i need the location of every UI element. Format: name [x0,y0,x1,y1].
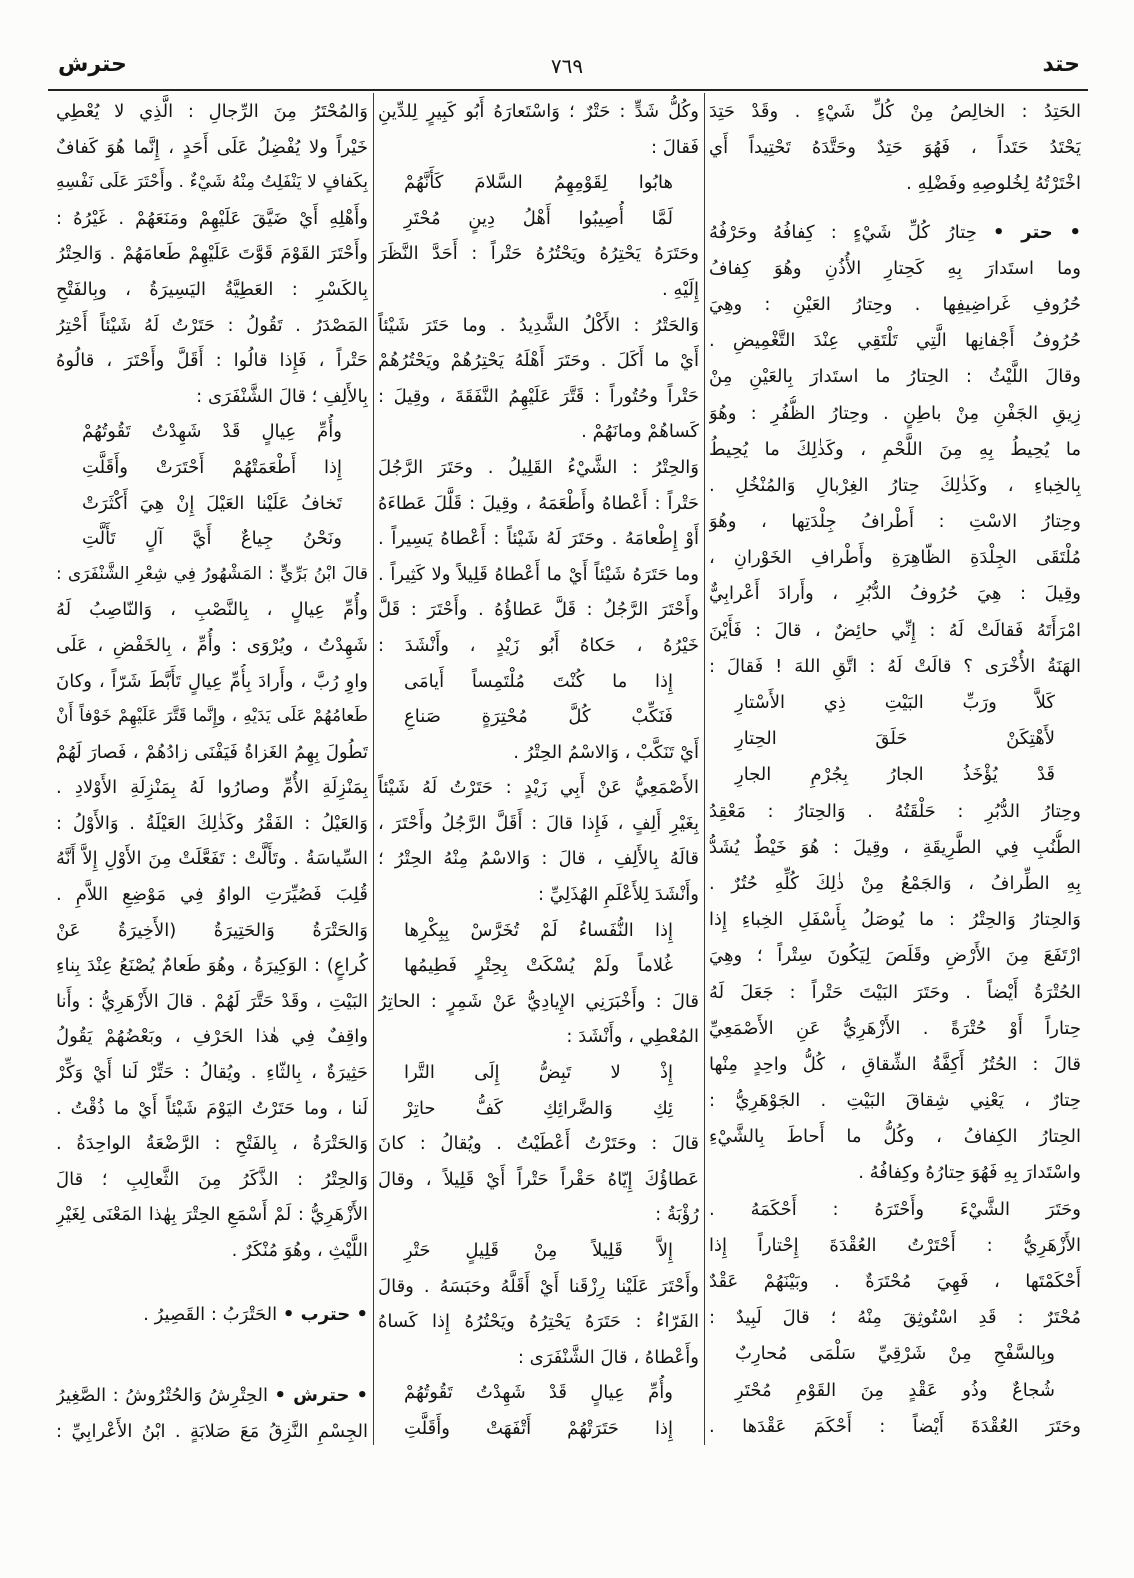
text-line [378,1340,699,1376]
line-text: وأَنْشَدَ لِلأَعْلَمِ الهُذَلِيِّ : [537,884,699,906]
line-text: وَالحِتْرُ : الذَّكَرُ مِنَ الثَّعالِبِ ؛ قالَ [56,1168,368,1190]
text-line [709,1119,1081,1155]
line-text: وأَحْتَرَ عَلَيْنا رِزْقَنا أَيْ أَقَلَّهُ وحَبَسَهُ . وقالَ [378,1275,699,1297]
line-text: واسْتَدارَ بِهِ فَهُوَ حِتارُهُ وكِفافُهُ . [858,1162,1081,1184]
text-line [56,165,368,201]
line-text: يَحْتَدُ حَتَداً ، فَهُوَ حَتِدٌ وحَتَّدَهُ تَحْتِيداً أَي [709,137,1081,159]
running-head-left: حترش [58,52,127,77]
text-line [378,343,699,379]
line-text: وحِتارُ الدُّبُرِ : حَلْقَتُهُ . وَالحِتارُ : مَعْقِدُ [709,800,1081,822]
line-text: وَالحَتْرَةُ وَالحَتِيرَةُ (الأَخِيرَةُ عَنْ [56,919,368,941]
line-text: واوِ رُبَّ ، وأَرادَ بِأُمِّ عِيالٍ تَأَبَّطَ شَرّاً ، وكانَ [56,670,368,692]
text-line [378,1019,699,1055]
line-text: بِكَفافٍ لا يَنْفَلِتُ مِنْهُ شَيْءٌ . وأَحْتَرَ عَلَى نَفْسِهِ [56,172,368,193]
line-text: الأَزْهَرِيُّ : لَمْ أَسْمَعِ الحِتْرَ بِهٰذا المَعْنَى لِغَيْرِ [56,1204,368,1226]
entry-headword: • حترب • [282,1303,368,1325]
text-line [56,735,368,771]
column-middle [378,94,699,1447]
line-text: بِهِ الطِّرافُ ، وَالجَمْعُ مِنْ ذٰلِكَ كُلِّهِ حُتُرٌ . [709,872,1081,894]
line-text: واقِفٌ فِي هٰذا الحَرْفِ ، وبَعْضُهُمْ يَقُولُ [56,1026,368,1048]
text-line [56,948,368,984]
line-text: تَطُولَ بِهِمُ الغَزاةُ فَيَفْنَى زادُهُمْ ، فَصارَ لَهُمْ [56,741,368,763]
page-number: ٧٦٩ [550,54,584,78]
line-text: الحَتْرَبُ : القَصِيرُ . [143,1303,278,1325]
line-text: رُؤْبَةُ : [655,1204,699,1226]
text-line [56,1019,368,1055]
text-line [709,830,1081,866]
text-line [56,130,368,166]
column-divider [704,93,705,1445]
text-line [56,201,368,237]
line-text: وكُلُّ شَدٍّ : حَتْرٌ ؛ وَاسْتَعارَهُ أَبُو كَبِيرٍ لِلدِّينِ [378,101,699,122]
text-line [378,236,699,272]
text-line [378,1126,699,1162]
line-text: وَالحَتْرَةُ ، بِالفَتْحِ : الرَّضْعَةُ الواحِدَةُ . [56,1133,368,1155]
text-line [709,1264,1081,1300]
line-text: المَصْدَرُ . تَقُولُ : حَتَرْتُ لَهُ شَيْئاً أَحْتِرُ [56,314,368,336]
text-line [56,343,368,379]
text-line [709,613,1081,649]
text-line [378,770,699,806]
text-line [378,272,699,308]
line-text: حَتْراً وحُتُوراً : قَتَّرَ عَلَيْهِمُ النَّفَقَةَ ، وقِيلَ : [378,385,699,407]
text-line [709,468,1081,504]
text-line [709,1409,1081,1445]
line-text: الأَزْهَرِيُّ : أَحْتَرْتُ العُقْدَةَ إِحْتاراً إِذا [709,1234,1081,1256]
text-line [56,877,368,913]
line-text: امْرَأَتَهُ فَقالَتْ لَهُ : إِنِّي حائِضٌ ، قالَ : فَأَيْنَ [709,619,1081,641]
text-line [378,450,699,486]
entry-block [709,215,1081,1445]
line-text: إِلَيْهِ . [661,278,699,300]
line-text: وَالعَيْلُ : الفَقْرُ وكَذٰلِكَ العَيْلَةُ . وَالأَوْلُ : [56,812,368,834]
line-text: الهَنَةُ الأُخْرَى ؟ قالَتْ لَهُ : اتَّقِ اللهَ ! فَقالَ : [709,655,1081,677]
text-line [378,841,699,877]
text-line [56,592,368,628]
line-text: بِالخِباءِ ، وكَذٰلِكَ حِتارُ الغِرْبالِ وَالمُنْخُلِ . [709,474,1081,496]
text-line [378,1304,699,1340]
line-text: حُرُوفُ أَجْفانِها الَّتِي تَلْتَقِي عِنْدَ التَّغْمِيضِ . [709,330,1081,352]
text-line [56,913,368,949]
line-text: إِذا ما كُنْتَ مُلْتَمِساً أَيامَى [404,670,673,692]
line-text: إِذا أَطْعَمَتْهُمْ أَحْتَرَتْ وأَقَلَّتِ [82,456,342,478]
line-text: زِيقِ الجَفْنِ مِنْ باطِنٍ . وحِتارُ الظُّفُرِ : وهُوَ [709,402,1081,424]
text-line [378,521,699,557]
line-text: كَلاَّ ورَبِّ البَيْتِ ذِي الأَسْتارِ [735,692,1055,713]
text-line [378,735,699,771]
text-line [56,379,368,415]
text-line [56,1197,368,1233]
verse-line [56,486,368,522]
text-line [378,806,699,842]
text-line [709,1228,1081,1264]
line-text: وقِيلَ : هِيَ حُرُوفُ الدُّبُرِ ، وأَرادَ أَعْرابِيٌّ [709,583,1081,605]
line-text: لَنا ، وما حَتَرْتُ اليَوْمَ شَيْئاً أَيْ ما ذُقْتُ . [56,1097,368,1119]
line-text: كُراعٍ) : الوَكِيرَةُ ، وهُوَ طَعامٌ يُصْنَعُ عِنْدَ بِناءِ [56,955,368,977]
text-line [709,938,1081,974]
line-text: حِتارُ كُلِّ شَيْءٍ : كِفافُهُ وحَرْفُهُ [709,221,977,243]
column-divider [373,93,374,1445]
text-line [56,94,368,130]
text-line [56,557,368,593]
entry-block [56,1297,368,1333]
text-line [709,287,1081,323]
line-text: وأَحْتَرَ القَوْمَ قَوَّتَ عَلَيْهِمْ طَعامَهُمْ . وَالحِتْرُ [56,243,368,265]
column-left [56,94,368,1449]
text-line [709,251,1081,287]
line-text: حِتاراً أَوْ حُتْرَةً . الأَزْهَرِيُّ عَنِ الأَصْمَعِيِّ [709,1017,1081,1039]
line-text: إِلاَّ قَلِيلاً مِنْ قَلِيلٍ حَتْرِ [404,1240,673,1261]
line-text: الحِتْرِشُ وَالحُتْرُوشُ : الصَّغِيرُ [56,1385,268,1407]
line-text: وحَتَرَ الشَّيْءَ وأَحْتَرَهُ : أَحْكَمَهُ . [709,1198,1081,1220]
line-text: لَمَّا أُصِيبُوا أَهْلُ دِينٍ مُحْتَرِ [404,207,673,229]
line-text: وَالحِتْرُ : الشَّيْءُ القَلِيلُ . وحَتَرَ الرَّجُلَ [378,456,699,478]
line-text: قُلِبَ فَصُيِّرَتِ الواوُ فِي مَوْضِعِ اللاَّمِ . [56,884,368,906]
text-line [378,1269,699,1305]
text-line [709,215,1081,251]
line-text: وَالمُحْتَرُ مِنَ الرِّجالِ : الَّذِي لا يُعْطِي [56,101,368,122]
entry-headword: • حترش • [274,1385,368,1407]
text-line [56,1297,368,1333]
line-text: إِذا حَتَرَتْهُمْ أَتْفَهَتْ وأَقَلَّتِ [404,1417,673,1439]
text-line [378,308,699,344]
verse-line [709,757,1081,793]
line-text: قالَ : وحَتَرْتُ أَعْطَيْتُ . ويُقالُ : كانَ [378,1133,699,1155]
line-text: مُحْتَرٌ : قَدِ اسْتُوثِقَ مِنْهُ ؛ قالَ لَبِيدٌ : [709,1307,1081,1329]
text-line [709,396,1081,432]
entry-block [56,1378,368,1449]
text-line [709,649,1081,685]
verse-line [378,699,699,735]
text-line [378,379,699,415]
entry-headword: • حتر • [993,221,1081,243]
line-text: الجِسْمِ النَّزِقُ مَعَ صَلابَةٍ . ابْنُ الأَعْرابِيِّ : [56,1420,368,1442]
line-text: الطُّنُبِ فِي الطَّرِيقَةِ ، وقِيلَ : هُوَ خَيْطٌ يُشَدُّ [709,836,1081,858]
line-text: وقالَ اللَّيْثُ : الحِتارُ ما استَدارَ بِالعَيْنِ مِنْ [709,366,1081,388]
verse-line [378,1411,699,1447]
entry-block [378,94,699,1447]
line-text: الأَصْمَعِيُّ عَنْ أَبِي زَيْدٍ : حَتَرْتُ لَهُ شَيْئاً [378,777,699,799]
entry-block [709,94,1081,203]
text-line [378,414,699,450]
line-text: فَنَكِّبْ كُلَّ مُحْتِرَةٍ صَناعِ [404,706,673,728]
line-text: إِذْ لا تَبِضُّ إِلَى التَّرا [404,1062,673,1084]
line-text: وأَهْلِهِ أَيْ ضَيَّقَ عَلَيْهِمْ ومَنَعَهُمْ . غَيْرُهُ : [56,207,368,229]
column-right [709,94,1081,1445]
verse-line [709,721,1081,757]
line-text: الحَتِدُ : الخالِصُ مِنْ كُلِّ شَيْءٍ . وقَدْ حَتِدَ [709,101,1081,122]
line-text: وحَتَرَهُ يَحْتِرُهُ ويَحْتُرُهُ حَتْراً : أَحَدَّ النَّظَرَ [378,243,699,265]
verse-line [378,948,699,984]
entry-block [56,94,368,1269]
line-text: حِتارٌ ، يَعْنِي شِقاقَ البَيْتِ . الجَوْهَرِيُّ : [709,1090,1081,1112]
line-text: لأَهْتِكَنْ حَلَقَ الحِتارِ [735,728,1055,750]
text-line [378,486,699,522]
line-text: قالَ : الحُتُرُ أَكِفَّةُ الشِّقاقِ ، كُلُّ واحِدٍ مِنْها [709,1053,1081,1075]
line-text: هابُوا لِقَوْمِهِمُ السَّلامَ كَأَنَّهُمْ [404,172,673,194]
line-text: المُعْطِي ، وأَنْشَدَ : [566,1026,699,1048]
line-text: خَيْرُهُ ، حَكاهُ أَبُو زَيْدٍ ، وأَنْشَدَ : [378,634,699,656]
line-text: حُرُوفِ غَراضِيفِها . وحِتارُ العَيْنِ : وهِيَ [709,293,1081,315]
verse-line [709,1336,1081,1372]
line-text: الحِتارُ الكِفافُ ، وكُلُّ ما أَحاطَ بِالشَّيْءِ [709,1126,1081,1148]
line-text: ئِكِ وَالضَّرائِكِ كَفُّ حاتِرْ [404,1097,673,1119]
header-rule [48,89,1088,91]
line-text: كَساهُمْ ومانَهُمْ . [581,421,699,443]
line-text: شَهِدْتُ ، ويُرْوَى : وأُمِّ ، بِالخَفْضِ ، عَلَى [56,634,368,656]
line-text: وما حَتَرَهُ شَيْئاً أَيْ ما أَعْطاهُ قَلِيلاً ولا كَثِيراً . [378,563,699,585]
line-text: أَيْ ما أَكَلَ . وحَتَرَ أَهْلَهُ يَحْتِرُهُمْ ويَحْتُرُهُمْ [378,350,699,372]
verse-line [378,664,699,700]
line-text: اللَّيْثِ ، وهُوَ مُنْكَرٌ . [231,1240,368,1261]
line-text: أَوْ إِطْعامَهُ . وحَتَرَ لَهُ شَيْئاً : أَعْطاهُ يَسِيراً . [378,528,699,550]
text-line [56,1233,368,1269]
line-text: قالَهُ بِالأَلِفِ ، قالَ : وَالاسْمُ مِنْهُ الحِتْرُ ؛ [378,848,699,870]
text-line [56,1055,368,1091]
line-text: حَتْراً : أَعْطاهُ وأَطْعَمَهُ ، وقِيلَ : قَلَّلَ عَطاءَهُ [378,492,699,514]
verse-line [378,1055,699,1091]
line-text: بِالكَسْرِ : العَطِيَّةُ اليَسِيرَةُ ، وبِالفَتْحِ [56,278,368,300]
line-text: وأَعْطاهُ ، قالَ الشَّنْفَرَى : [517,1346,699,1368]
line-text: أَحْكَمْتَها ، فَهِيَ مُحْتَرَةٌ . وبَيْنَهُمْ عَقْدٌ [709,1271,1081,1292]
verse-line [378,913,699,949]
verse-line [378,1375,699,1411]
line-text: حَتْراً ، فَإِذا قالُوا : أَقَلَّ وأَحْتَرَ ، قالُوهُ [56,350,368,372]
line-text: وأُمِّ عِيالٍ قَدْ شَهِدْتُ تَقُوتُهُمْ [404,1382,673,1404]
line-text: غُلاماً ولَمْ يُسْكَتْ بِحِتْرٍ فَطِيمُها [404,955,673,977]
text-line [378,1197,699,1233]
text-line [56,236,368,272]
text-line [378,984,699,1020]
verse-line [378,1091,699,1127]
text-line [378,130,699,166]
text-line [56,1126,368,1162]
line-text: بِغَيْرِ أَلِفٍ ، فَإِذا قالَ : أَقَلَّ الرَّجُلُ وأَحْتَرَ ، [378,812,699,834]
line-text: السِّياسَةُ . وتَأَلَّتْ : تَفَعَّلَتْ مِنَ الأَوْلِ إِلاَّ أَنَّهُ [56,848,368,870]
text-line [378,94,699,130]
text-line [709,1300,1081,1336]
text-line [56,664,368,700]
text-line [56,770,368,806]
text-line [709,794,1081,830]
verse-line [709,1373,1081,1409]
line-text: البَيْتِ ، وقَدْ حَتَّرَ لَهُمْ . قالَ الأَزْهَرِيُّ : وأَنا [56,990,368,1012]
line-text: خَيْراً ولا يُفْضِلُ عَلَى أَحَدٍ ، إِنَّما هُوَ كَفافٌ [56,136,368,158]
line-text: الفَرّاءُ : حَتَرَهُ يَحْتِرُهُ ويَحْتُرُهُ إِذا كَساهُ [378,1311,699,1333]
line-text: أَيْ تَنَكَّبْ ، وَالاسْمُ الحِتْرُ . [513,741,699,763]
text-line [56,1091,368,1127]
line-text: عَطاؤُكَ إِيّاهُ حَقْراً حَتْراً أَيْ قَلِيلاً ، وقالَ [378,1168,699,1190]
text-line [709,359,1081,395]
text-line [56,308,368,344]
verse-line [56,521,368,557]
line-text: ونَحْنُ جِياعٌ أَيَّ آلٍ تَأَلَّتِ [82,528,342,550]
text-line [709,1011,1081,1047]
line-text: اخْتَرْتُهُ لِخُلوصِهِ وفَضْلِهِ . [906,173,1081,195]
text-line [709,323,1081,359]
text-line [709,1155,1081,1191]
line-text: مُلْتَقَى الجِلْدَةِ الظّاهِرَةِ وأَطْرافِ الخَوْرانِ ، [709,547,1081,569]
text-line [56,984,368,1020]
verse-line [56,414,368,450]
text-line [709,1083,1081,1119]
text-line [709,504,1081,540]
line-text: بِمَنْزِلَةِ الأُمِّ وصارُوا لَهُ بِمَنْزِلَةِ الأَوْلادِ . [56,777,368,799]
line-text: وأَحْتَرَ الرَّجُلُ : قَلَّ عَطاؤُهُ . وأَحْتَرَ : قَلَّ [378,599,699,621]
line-text: إِذا النُّفَساءُ لَمْ تُخَرَّسْ بِبِكْرِها [404,919,673,941]
text-line [56,1378,368,1414]
text-line [709,540,1081,576]
verse-line [378,1233,699,1269]
text-line [709,166,1081,202]
line-text: بِالأَلِفِ ؛ قالَ الشَّنْفَرَى : [196,385,368,407]
line-text: وأُمِّ عِيالٍ ، بِالنَّصْبِ ، وَالنّاصِبُ لَهُ [56,599,368,621]
line-text: وبِالسَّفْحِ مِنْ شَرْقِيِّ سَلْمَى مُحارِبٌ [735,1343,1055,1365]
verse-line [56,450,368,486]
text-line [56,699,368,735]
text-line [709,902,1081,938]
verse-line [378,165,699,201]
line-text: ما يُحِيطُ بِهِ مِنَ اللَّحْمِ ، وكَذٰلِكَ ما يُحِيطُ [709,438,1081,460]
text-line [56,806,368,842]
line-text: الحُتْرَةُ أَيْضاً . وحَتَرَ البَيْتَ حَتْراً : جَعَلَ لَهُ [709,981,1081,1003]
line-text: وحَتَرَ العُقْدَةَ أَيْضاً : أَحْكَمَ عَقْدَها . [709,1415,1081,1437]
text-line [378,628,699,664]
text-line [709,866,1081,902]
text-line [56,1162,368,1198]
text-line [56,841,368,877]
line-text: حَثِيرَةٌ ، بِالثّاءِ . ويُقالُ : حَتِّرْ لَنا أَيْ وَكِّرْ [56,1062,368,1084]
text-line [56,628,368,664]
line-text: ارْتَفَعَ مِنَ الأَرْضِ وقَلَصَ لِيَكُونَ سِتْراً ؛ وهِيَ [709,945,1081,967]
line-text: قالَ : وأَخْبَرَنِي الإِيادِيُّ عَنْ شَمِرٍ : الحاتِرُ [378,990,699,1012]
line-text: شُجاعٌ وذُو عَقْدٍ مِنَ القَوْمِ مُحْتَرِ [735,1379,1055,1401]
text-line [709,432,1081,468]
text-line [378,557,699,593]
line-text: تَخافُ عَلَيْنا العَيْلَ إِنْ هِيَ أَكْثَرَتْ [82,492,342,514]
line-text: طَعامُهُمْ عَلَى يَدَيْهِ ، وإِنَّما قَتَّرَ عَلَيْهِمْ خَوْفاً أَنْ [56,706,368,727]
text-line [709,576,1081,612]
verse-line [709,685,1081,721]
running-head-right: حتد [1042,52,1080,77]
text-line [709,975,1081,1011]
text-line [709,130,1081,166]
text-line [378,592,699,628]
text-line [56,272,368,308]
line-text: وَالحَتْرُ : الأَكْلُ الشَّدِيدُ . وما حَتَرَ شَيْئاً [378,314,699,336]
text-line [709,1047,1081,1083]
line-text: قَدْ يُؤْخَذُ الجارُ بِجُرْمِ الجارِ [735,764,1055,786]
text-line [709,1192,1081,1228]
line-text: وَالحِتارُ وَالحِتْرُ : ما يُوصَلُ بِأَسْفَلِ الخِباءِ إِذا [709,909,1081,931]
line-text: وأُمِّ عِيالٍ قَدْ شَهِدْتُ تَقُوتُهُمْ [82,421,342,443]
line-text: وما استَدارَ بِهِ كَحِتارِ الأُذُنِ وهُوَ كِفافُ [709,257,1081,279]
text-line [709,94,1081,130]
line-text: وحِتارُ الاسْتِ : أَطْرافُ جِلْدَتِها ، وهُوَ [709,511,1081,533]
line-text: فَقالَ : [650,136,699,158]
verse-line [378,201,699,237]
text-line [378,877,699,913]
text-line [56,1414,368,1450]
line-text: قالَ ابْنُ بَرِّيٍّ : المَشْهُورُ فِي شِعْرِ الشَّنْفَرَى : [56,563,368,584]
text-line [378,1162,699,1198]
